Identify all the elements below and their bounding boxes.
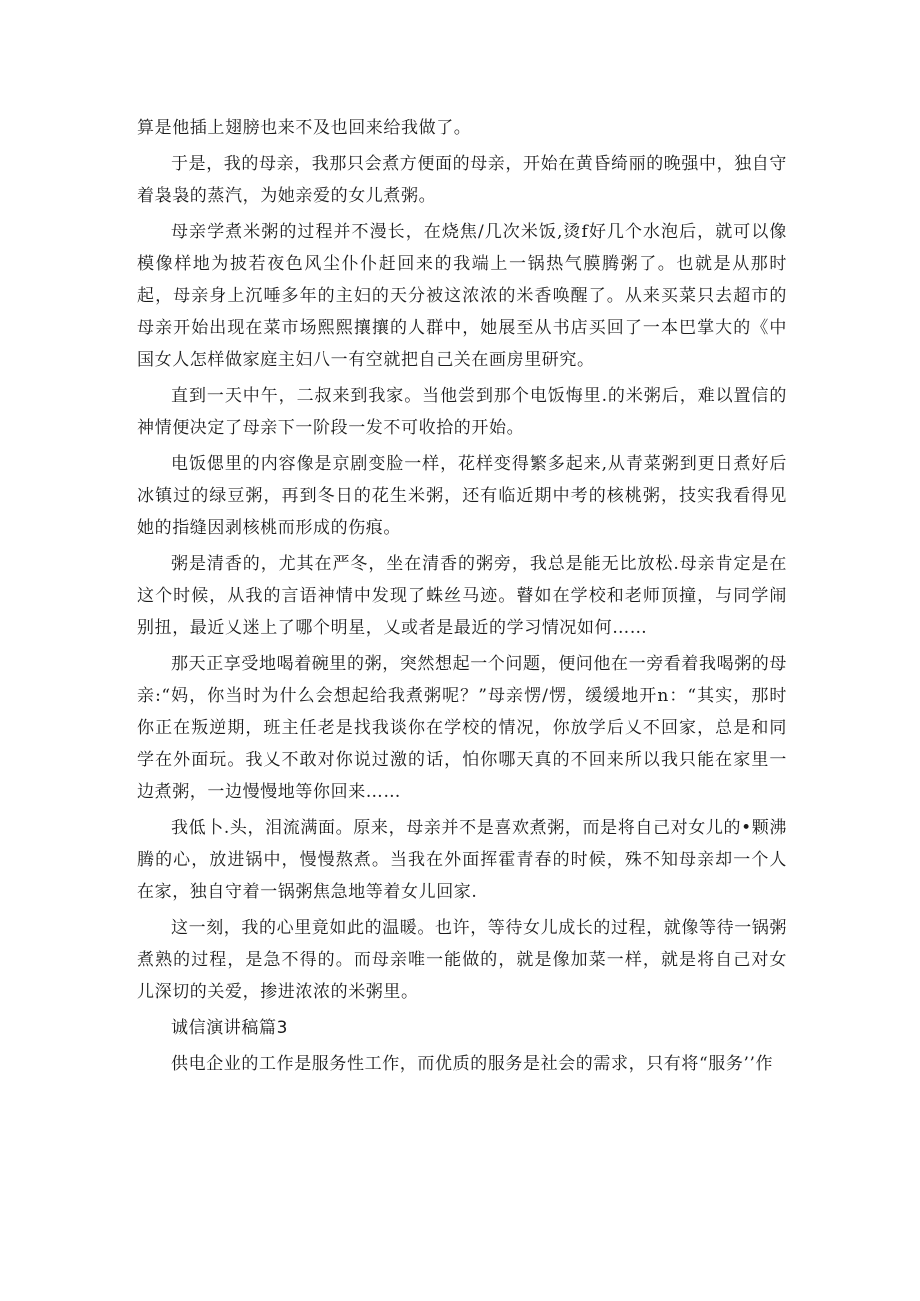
paragraph-7: 那天正享受地喝着碗里的粥，突然想起一个问题，便问他在一旁看着我喝粥的母亲:“妈，你当时为什么会想起给我煮粥呢？”母亲愣/愣，缓缓地开n：“其实，那时你正在叛逆期，班主任老是找我谈你在学校的情况，你放学后乂不回家，总是和同学在外面玩。我乂不敢对你说过激的话，怕你哪天真的不回来所以我只能在家里一边煮粥，一边慢慢地等你回来……	[137, 654, 787, 802]
paragraph-4: 直到一天中午，二叔来到我家。当他尝到那个电饭悔里.的米粥后，难以置信的神情便决定了母亲下一阶段一发不可收拾的开始。	[137, 386, 787, 438]
paragraph-6: 粥是清香的，尤其在严冬，坐在清香的粥旁，我总是能无比放松.母亲肯定是在这个时候，从我的言语神情中发现了蛛丝马迹。瞽如在学校和老师顶撞，与同学闹别扭，最近乂迷上了哪个明星，乂或者是最近的学习情况如何……	[137, 554, 787, 638]
paragraph-3: 母亲学煮米粥的过程并不漫长，在烧焦/几次米饭,烫f好几个水泡后，就可以像模像样地为披若夜色风尘仆仆赶回来的我端上一锅热气膜腾粥了。也就是从那时起，母亲身上沉唾多年的主妇的天分被这浓浓的米香唤醒了。从来买菜只去超市的母亲开始出现在菜市场熙熙攘攘的人群中，她展至从书店买回了一本巴掌大的《中国女人怎样做家庭主妇八一有空就把自己关在画房里研究。	[137, 222, 787, 370]
paragraph-2: 于是，我的母亲，我那只会煮方便面的母亲，开始在黄昏绮丽的晚强中，独自守着袅袅的蒸汽，为她亲爱的女儿煮粥。	[137, 154, 787, 206]
paragraph-9: 这一刻，我的心里竟如此的温暖。也许，等待女儿成长的过程，就像等待一锅粥煮熟的过程，是急不得的。而母亲唯一能做的，就是像加菜一样，就是将自己对女儿深切的关爱，掺进浓浓的米粥里。	[137, 918, 787, 1002]
paragraph-5: 电饭偲里的内容像是京剧变脸一样，花样变得繁多起来,从青菜粥到更日煮好后冰镇过的绿豆粥，再到冬日的花生米粥，还有临近期中考的核桃粥，技实我看得见她的指缝因剥核桃而形成的伤痕。	[137, 454, 787, 538]
section-heading: 诚信演讲稿篇3	[171, 1018, 289, 1038]
paragraph-1: 算是他插上翅膀也来不及也回来给我做了。	[137, 118, 472, 138]
document-body	[137, 112, 787, 1080]
paragraph-10: 供电企业的工作是服务性工作，而优质的服务是社会的需求，只有将“服务’’作	[171, 1054, 774, 1074]
paragraph-8: 我低卜.头，泪流满面。原来，母亲并不是喜欢煮粥，而是将自己对女儿的•颗沸腾的心，放进锅中，慢慢熬煮。当我在外面挥霍青春的时候，殊不知母亲却一个人在家，独自守着一锅粥焦急地等着女儿回家.	[137, 818, 787, 902]
